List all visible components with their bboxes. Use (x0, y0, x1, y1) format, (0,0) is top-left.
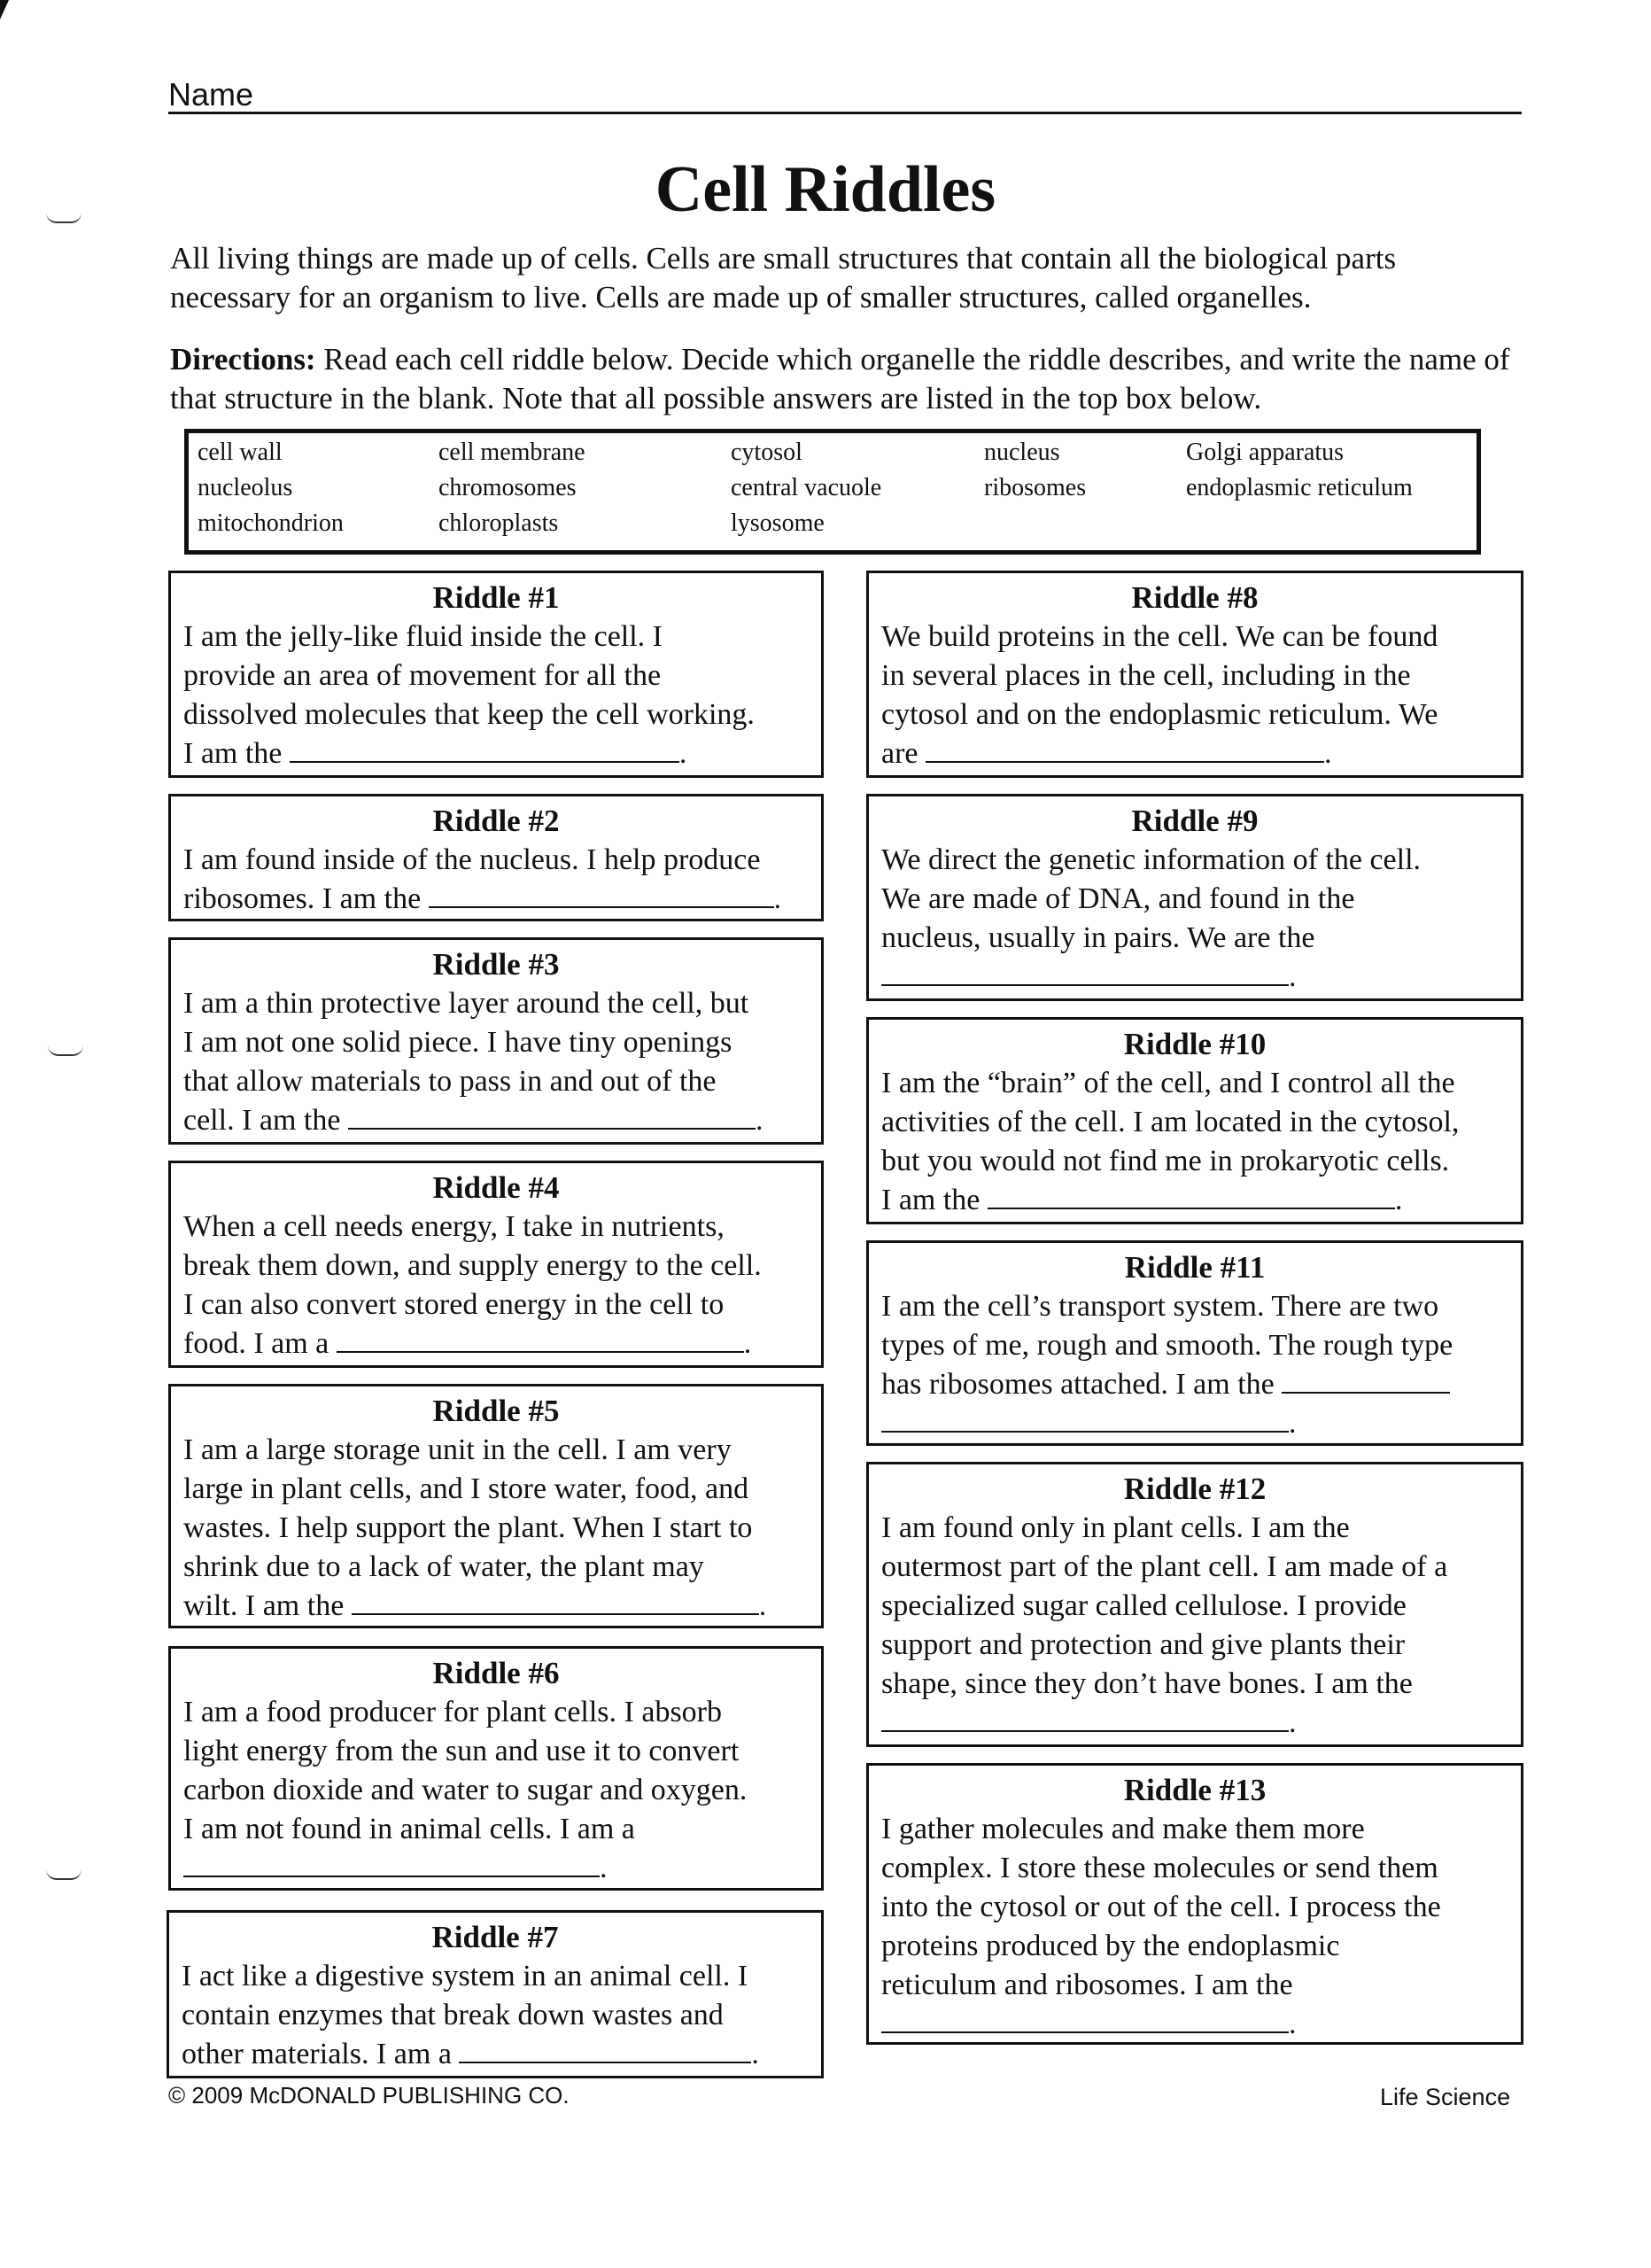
riddle-4-box (168, 1161, 824, 1368)
riddle-6-box (168, 1646, 824, 1891)
answer-blank[interactable] (183, 1851, 600, 1877)
riddle-ending: other materials. I am a (182, 2038, 452, 2070)
riddle-title: Riddle #5 (432, 1394, 560, 1428)
riddle-title: Riddle #12 (1123, 1472, 1267, 1506)
word-bank-item: chloroplasts (438, 509, 559, 537)
scan-corner-mark (0, 0, 9, 19)
word-bank-item: central vacuole (731, 474, 882, 501)
riddle-ending: are (881, 737, 919, 770)
directions-paragraph (170, 340, 1516, 418)
word-bank-item: chromosomes (438, 474, 577, 501)
riddle-line: support and protection and give plants their (881, 1628, 1406, 1661)
riddle-line: in several places in the cell, including in the (881, 659, 1411, 692)
word-bank-item: Golgi apparatus (1186, 439, 1345, 466)
riddle-line: into the cytosol or out of the cell. I process the (881, 1891, 1441, 1923)
riddle-line: I am the “brain” of the cell, and I control all the (881, 1067, 1455, 1099)
riddle-title: Riddle #10 (1123, 1027, 1267, 1061)
word-bank-item: ribosomes (984, 474, 1087, 501)
riddle-line: contain enzymes that break down wastes and (182, 1999, 724, 2031)
riddle-ending: cell. I am the (183, 1104, 341, 1137)
riddle-answer-line: I am the . (881, 1184, 1403, 1216)
riddle-answer-line: . (881, 2005, 1508, 2044)
word-bank-box (184, 429, 1481, 555)
riddle-line: shape, since they don’t have bones. I am the (881, 1667, 1413, 1700)
riddle-line: dissolved molecules that keep the cell working. (183, 698, 755, 731)
riddle-answer-line: are . (881, 737, 1332, 770)
riddle-line: specialized sugar called cellulose. I provide (881, 1589, 1407, 1622)
copyright-footer: © 2009 McDONALD PUBLISHING CO. (168, 2082, 570, 2109)
riddle-answer-line: other materials. I am a . (182, 2038, 759, 2070)
answer-blank[interactable] (352, 1588, 759, 1615)
answer-blank[interactable] (337, 1326, 744, 1353)
directions-text: Read each cell riddle below. Decide which organelle the riddle describes, and write the name of that structure in the blank. Note that all possible answers are listed in the top box below. (170, 342, 1510, 416)
answer-blank[interactable] (988, 1183, 1395, 1209)
word-bank-item: lysosome (731, 509, 825, 537)
riddle-line: I am the cell’s transport system. There are two (881, 1290, 1439, 1323)
answer-blank[interactable] (881, 2007, 1289, 2033)
word-bank-item: nucleolus (198, 474, 293, 501)
riddle-answer-line: ribosomes. I am the . (183, 882, 782, 915)
riddle-answer-line: wilt. I am the . (183, 1589, 767, 1622)
answer-blank[interactable] (926, 736, 1324, 763)
riddle-line: I am the jelly-like fluid inside the cell. I (183, 620, 663, 653)
riddle-line: activities of the cell. I am located in the cytosol, (881, 1106, 1460, 1138)
answer-blank[interactable] (429, 882, 774, 908)
riddle-line: provide an area of movement for all the (183, 659, 662, 692)
subject-footer: Life Science (1380, 2084, 1511, 2110)
riddle-3-box (168, 937, 824, 1145)
riddle-line: carbon dioxide and water to sugar and oxygen. (183, 1774, 748, 1806)
riddle-9-box (866, 794, 1523, 1001)
name-label: Name (168, 76, 254, 113)
riddle-line: light energy from the sun and use it to convert (183, 1735, 740, 1767)
answer-blank[interactable] (459, 2037, 751, 2063)
riddle-answer-line: . (881, 1704, 1508, 1743)
directions-label: Directions: (170, 342, 316, 377)
riddle-line: I am found only in plant cells. I am the (881, 1511, 1350, 1544)
answer-blank[interactable] (1282, 1367, 1450, 1394)
riddle-title: Riddle #1 (432, 580, 560, 615)
riddle-12-box (866, 1462, 1523, 1747)
riddle-answer-line: . (881, 958, 1508, 997)
word-bank-item: nucleus (984, 439, 1060, 466)
riddle-line: reticulum and ribosomes. I am the (881, 1969, 1293, 2001)
answer-blank[interactable] (881, 1705, 1289, 1732)
word-bank-item: cell membrane (438, 439, 585, 466)
riddle-line: I am found inside of the nucleus. I help produce (183, 843, 761, 876)
riddle-line: We build proteins in the cell. We can be found (881, 620, 1438, 653)
answer-blank-continued[interactable] (881, 1406, 1289, 1433)
riddle-line: large in plant cells, and I store water, food, and (183, 1472, 749, 1505)
riddle-line: wastes. I help support the plant. When I start to (183, 1511, 753, 1544)
riddle-line: but you would not find me in prokaryotic cells. (881, 1145, 1450, 1177)
margin-mark (46, 1869, 81, 1880)
riddle-11-box (866, 1240, 1523, 1446)
riddle-title: Riddle #4 (432, 1170, 560, 1205)
riddle-title: Riddle #7 (431, 1920, 559, 1954)
riddle-line: that allow materials to pass in and out of the (183, 1065, 717, 1098)
riddle-line: I am a thin protective layer around the cell, but (183, 987, 749, 1020)
riddle-title: Riddle #8 (1131, 580, 1259, 615)
riddle-line: I am a large storage unit in the cell. I am very (183, 1433, 732, 1466)
riddle-line: nucleus, usually in pairs. We are the (881, 921, 1315, 954)
page-title: Cell Riddles (655, 153, 996, 226)
word-bank-item: mitochondrion (198, 509, 344, 537)
riddle-ending: food. I am a (183, 1327, 329, 1360)
riddle-answer-line: . (881, 1404, 1508, 1443)
riddle-line: I can also convert stored energy in the cell to (183, 1288, 725, 1321)
intro-paragraph: All living things are made up of cells. Cells are small structures that contain all the biological parts necessary for an organism to live. Cells are made up of smaller structures, called organelles. (170, 241, 1397, 315)
riddle-5-box (168, 1384, 824, 1628)
margin-mark (46, 213, 81, 223)
answer-blank[interactable] (881, 959, 1289, 986)
riddle-line: break them down, and supply energy to the cell. (183, 1249, 762, 1282)
riddle-ending: ribosomes. I am the (183, 882, 422, 915)
riddle-line (881, 1365, 1508, 1404)
riddle-answer-line: . (183, 1849, 809, 1888)
riddle-answer-line: food. I am a . (183, 1327, 752, 1360)
riddle-line: We direct the genetic information of the cell. (881, 843, 1422, 876)
riddle-1-box (168, 571, 824, 778)
answer-blank[interactable] (348, 1103, 756, 1130)
riddle-line: I gather molecules and make them more (881, 1813, 1365, 1845)
riddle-line: cytosol and on the endoplasmic reticulum. We (881, 698, 1438, 731)
riddle-ending: wilt. I am the (183, 1589, 345, 1622)
riddle-title: Riddle #9 (1131, 804, 1259, 838)
riddle-title: Riddle #6 (432, 1656, 560, 1690)
riddle-8-box (866, 571, 1523, 778)
riddle-title: Riddle #2 (432, 804, 560, 838)
answer-blank[interactable] (290, 736, 679, 763)
riddle-title: Riddle #11 (1124, 1250, 1266, 1285)
riddle-ending: I am the (881, 1184, 981, 1216)
margin-mark (48, 1045, 83, 1056)
riddle-line: We are made of DNA, and found in the (881, 882, 1355, 915)
riddle-2-box (168, 794, 824, 921)
name-input-line[interactable] (239, 112, 1522, 114)
name-label-underline (168, 112, 241, 114)
riddle-line: proteins produced by the endoplasmic (881, 1930, 1340, 1962)
riddle-line: types of me, rough and smooth. The rough type (881, 1329, 1453, 1362)
riddle-line: outermost part of the plant cell. I am made of a (881, 1550, 1448, 1583)
riddle-line-text: has ribosomes attached. I am the (881, 1368, 1275, 1401)
riddle-line: I am a food producer for plant cells. I absorb (183, 1696, 722, 1728)
riddle-title: Riddle #3 (432, 947, 560, 982)
riddle-10-box (866, 1017, 1523, 1224)
riddle-line: I act like a digestive system in an animal cell. I (182, 1960, 748, 1992)
riddle-13-box (866, 1763, 1523, 2045)
word-bank-item: cell wall (198, 439, 283, 466)
riddle-line: complex. I store these molecules or send them (881, 1852, 1438, 1884)
word-bank-item: cytosol (731, 439, 802, 466)
riddle-7-box (167, 1910, 824, 2078)
riddle-ending: I am the (183, 737, 283, 770)
riddle-line: When a cell needs energy, I take in nutrients, (183, 1210, 725, 1243)
riddle-answer-line: I am the . (183, 737, 687, 770)
word-bank-item: endoplasmic reticulum (1186, 474, 1413, 501)
riddle-line: I am not found in animal cells. I am a (183, 1813, 635, 1845)
riddle-answer-line: cell. I am the . (183, 1104, 763, 1137)
riddle-line: I am not one solid piece. I have tiny openings (183, 1026, 732, 1059)
riddle-title: Riddle #13 (1123, 1773, 1267, 1807)
riddle-line: shrink due to a lack of water, the plant may (183, 1550, 704, 1583)
